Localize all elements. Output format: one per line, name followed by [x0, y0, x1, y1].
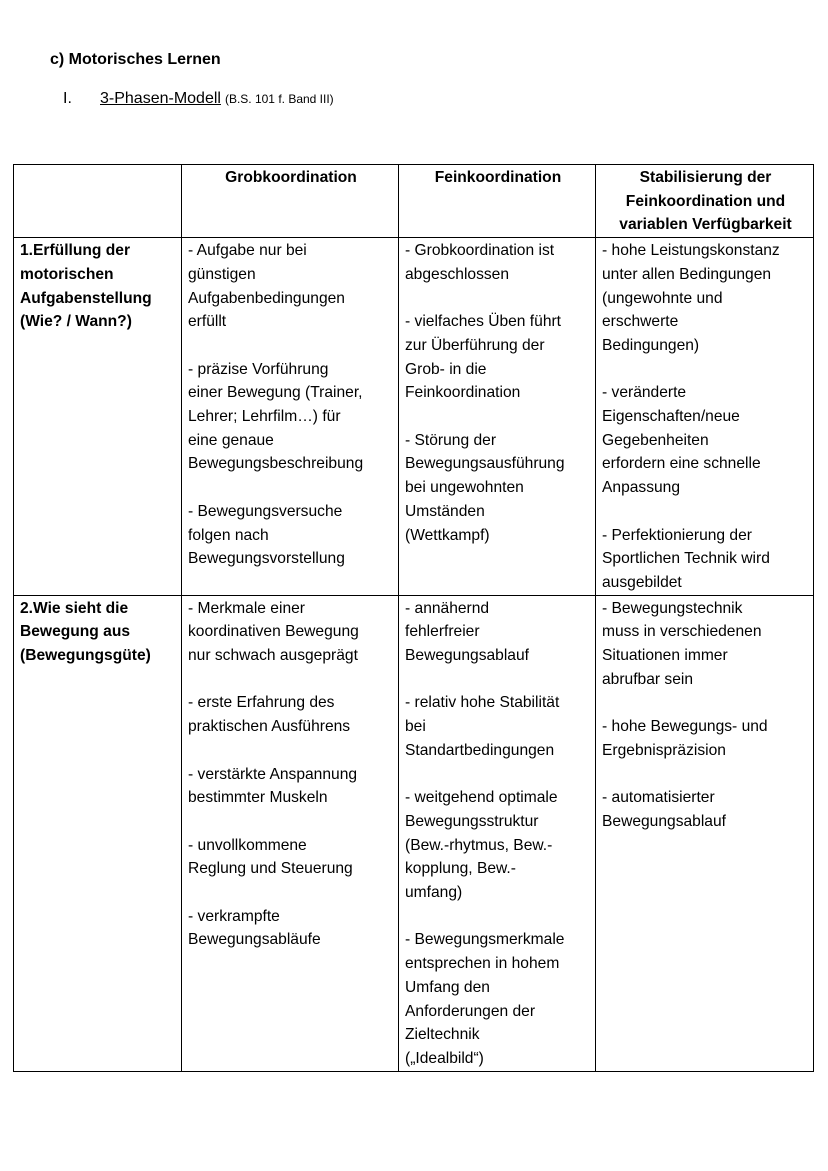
cell-paragraph: - weitgehend optimale Bewegungsstruktur (Bew.-rhytmus, Bew.- kopplung, Bew.- umfang)	[405, 789, 558, 902]
cell-paragraph: - Aufgabe nur bei günstigen Aufgabenbedingungen erfüllt	[188, 242, 345, 331]
cell-paragraph: - verkrampfte Bewegungsabläufe	[188, 907, 321, 949]
header-stabilisierung: Stabilisierung der Feinkoordination und variablen Verfügbarkeit	[596, 165, 814, 238]
heading-number: I.	[63, 90, 72, 107]
table-header-row	[14, 165, 814, 238]
section-title: c) Motorisches Lernen	[50, 51, 221, 68]
cell-paragraph: - Perfektionierung der Sportlichen Technik wird ausgebildet	[602, 526, 770, 591]
cell-paragraph: - unvollkommene Reglung und Steuerung	[188, 836, 353, 878]
table-cell	[182, 595, 399, 1071]
row-label: 2.Wie sieht die Bewegung aus (Bewegungsgüte)	[14, 595, 182, 1071]
cell-paragraph: - Bewegungsmerkmale entsprechen in hohem Umfang den Anforderungen der Zieltechnik („Idealbild“)	[405, 931, 565, 1067]
cell-paragraph: - Störung der Bewegungsausführung bei ungewohnten Umständen (Wettkampf)	[405, 431, 565, 544]
row-label: 1.Erfüllung der motorischen Aufgabenstellung (Wie? / Wann?)	[14, 238, 182, 596]
cell-paragraph: - Grobkoordination ist abgeschlossen	[405, 242, 555, 283]
heading-title: 3-Phasen-Modell	[100, 90, 221, 107]
cell-paragraph: - erste Erfahrung des praktischen Ausführens	[188, 694, 351, 736]
cell-paragraph: - verstärkte Anspannung bestimmter Muskeln	[188, 765, 358, 807]
cell-paragraph: - relativ hohe Stabilität bei Standartbedingungen	[405, 694, 560, 759]
cell-paragraph: - Bewegungsversuche folgen nach Bewegungsvorstellung	[188, 502, 345, 568]
table-cell	[399, 595, 596, 1071]
header-grobkoordination: Grobkoordination	[182, 165, 399, 238]
table-cell	[399, 238, 596, 596]
table-row	[14, 595, 814, 1071]
header-feinkoordination: Feinkoordination	[399, 165, 596, 238]
cell-paragraph: - annähernd fehlerfreier Bewegungsablauf	[405, 599, 529, 665]
cell-paragraph: - Merkmale einer koordinativen Bewegung nur schwach ausgeprägt	[188, 599, 359, 665]
cell-paragraph: - veränderte Eigenschaften/neue Gegebenheiten erfordern eine schnelle Anpassung	[602, 384, 761, 497]
table-cell	[596, 238, 814, 596]
header-empty	[14, 165, 182, 238]
cell-paragraph: - vielfaches Üben führt zur Überführung der Grob- in die Feinkoordination	[405, 313, 562, 402]
cell-paragraph: - automatisierter Bewegungsablauf	[602, 789, 726, 830]
table-cell	[596, 595, 814, 1071]
cell-paragraph: - Bewegungstechnik muss in verschiedenen Situationen immer abrufbar sein	[602, 599, 762, 688]
cell-paragraph: - präzise Vorführung einer Bewegung (Trainer, Lehrer; Lehrfilm…) für eine genaue Bewegungsbeschreibung	[188, 360, 364, 473]
table-cell	[182, 238, 399, 596]
cell-paragraph: - hohe Bewegungs- und Ergebnispräzision	[602, 718, 768, 759]
phases-table	[13, 164, 814, 1072]
table-row	[14, 238, 814, 596]
heading-reference: (B.S. 101 f. Band III)	[224, 92, 334, 106]
heading	[63, 90, 334, 108]
cell-paragraph: - hohe Leistungskonstanz unter allen Bedingungen (ungewohnte und erschwerte Bedingungen)	[602, 242, 780, 354]
